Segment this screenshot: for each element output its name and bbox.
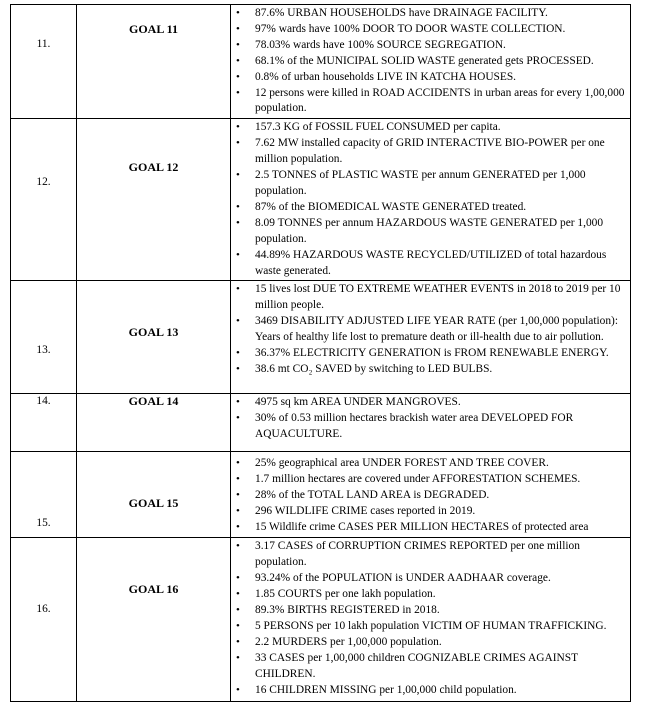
- list-item: • 78.03% wards have 100% SOURCE SEGREGATION.: [255, 38, 626, 54]
- goal-title: GOAL 15: [128, 496, 179, 511]
- list-item: • 8.09 TONNES per annum HAZARDOUS WASTE GENERATED per 1,000 population.: [255, 216, 626, 248]
- list-item: • 44.89% HAZARDOUS WASTE RECYCLED/UTILIZED of total hazardous waste generated.: [255, 248, 626, 280]
- row-number-cell: [11, 452, 77, 538]
- list-item: • 89.3% BIRTHS REGISTERED in 2018.: [255, 603, 626, 619]
- indicator-list: [231, 394, 630, 444]
- indicator-list: [231, 538, 630, 699]
- list-item: • 15 lives lost DUE TO EXTREME WEATHER EVENTS in 2018 to 2019 per 10 million people.: [255, 282, 626, 314]
- row-number-cell: [11, 281, 77, 394]
- table-row-goal-16: [11, 538, 631, 702]
- list-item: • 2.5 TONNES of PLASTIC WASTE per annum GENERATED per 1,000 population.: [255, 168, 626, 200]
- list-item: • 1.7 million hectares are covered under AFFORESTATION SCHEMES.: [255, 472, 626, 488]
- row-number-cell: [11, 538, 77, 702]
- indicator-cell: [231, 394, 631, 452]
- table-row-goal-13: [11, 281, 631, 394]
- indicator-cell: [231, 5, 631, 119]
- list-item: • 5 PERSONS per 10 lakh population VICTIM OF HUMAN TRAFFICKING.: [255, 619, 626, 635]
- indicator-list: [231, 281, 630, 378]
- goal-cell: [77, 119, 231, 281]
- list-item: • 87.6% URBAN HOUSEHOLDS have DRAINAGE FACILITY.: [255, 6, 626, 22]
- indicator-list: [231, 5, 630, 118]
- list-item: • 0.8% of urban households LIVE IN KATCHA HOUSES.: [255, 70, 626, 86]
- list-item: • 4975 sq km AREA UNDER MANGROVES.: [255, 395, 626, 411]
- row-number-cell: [11, 5, 77, 119]
- list-item: • 36.37% ELECTRICITY GENERATION is FROM RENEWABLE ENERGY.: [255, 346, 626, 362]
- list-item: • 157.3 KG of FOSSIL FUEL CONSUMED per capita.: [255, 120, 626, 136]
- table-row-goal-12: [11, 119, 631, 281]
- indicator-list: [231, 119, 630, 280]
- list-item: • 2.2 MURDERS per 1,00,000 population.: [255, 635, 626, 651]
- indicator-cell: [231, 281, 631, 394]
- list-item: • 97% wards have 100% DOOR TO DOOR WASTE COLLECTION.: [255, 22, 626, 38]
- table-row-goal-15: [11, 452, 631, 538]
- goal-title: GOAL 14: [128, 394, 179, 409]
- row-number: 16.: [36, 603, 51, 616]
- goal-title: GOAL 13: [128, 325, 179, 340]
- table-row-goal-11: [11, 5, 631, 119]
- goal-cell: [77, 5, 231, 119]
- goal-cell: [77, 538, 231, 702]
- list-item: • 12 persons were killed in ROAD ACCIDENTS in urban areas for every 1,00,000 population.: [255, 86, 626, 118]
- goal-cell: [77, 394, 231, 452]
- row-number: 11.: [36, 38, 51, 50]
- list-item: • 296 WILDLIFE CRIME cases reported in 2019.: [255, 504, 626, 520]
- list-item: • 38.6 mt CO₂ SAVED by switching to LED BULBS.: [255, 362, 626, 378]
- goal-cell: [77, 452, 231, 538]
- list-item: • 87% of the BIOMEDICAL WASTE GENERATED treated.: [255, 200, 626, 216]
- row-number: 14.: [36, 395, 51, 408]
- indicator-list: [231, 452, 630, 537]
- goal-title: GOAL 12: [128, 160, 179, 175]
- list-item: • 7.62 MW installed capacity of GRID INTERACTIVE BIO-POWER per one million population.: [255, 136, 626, 168]
- list-item: • 93.24% of the POPULATION is UNDER AADHAAR coverage.: [255, 571, 626, 587]
- table-row-goal-14: [11, 394, 631, 452]
- row-number: 12.: [36, 176, 51, 189]
- goal-cell: [77, 281, 231, 394]
- list-item: • 68.1% of the MUNICIPAL SOLID WASTE generated gets PROCESSED.: [255, 54, 626, 70]
- list-item: • 15 Wildlife crime CASES PER MILLION HECTARES of protected area: [255, 520, 626, 536]
- row-number-cell: [11, 394, 77, 452]
- sdg-goals-table: [10, 4, 631, 702]
- list-item: • 1.85 COURTS per one lakh population.: [255, 587, 626, 603]
- row-number-cell: [11, 119, 77, 281]
- list-item: • 3.17 CASES of CORRUPTION CRIMES REPORTED per one million population.: [255, 539, 626, 571]
- indicator-cell: [231, 538, 631, 702]
- goal-title: GOAL 11: [128, 22, 178, 36]
- list-item: • 33 CASES per 1,00,000 children COGNIZABLE CRIMES AGAINST CHILDREN.: [255, 651, 626, 683]
- row-number: 13.: [36, 344, 51, 357]
- row-number: 15.: [36, 517, 51, 530]
- list-item: • 28% of the TOTAL LAND AREA is DEGRADED.: [255, 488, 626, 504]
- list-item: • 3469 DISABILITY ADJUSTED LIFE YEAR RATE (per 1,00,000 population): Years of healthy life lost to premature death or ill-health due to air pollution.: [255, 314, 626, 346]
- indicator-cell: [231, 119, 631, 281]
- list-item: • 30% of 0.53 million hectares brackish water area DEVELOPED FOR AQUACULTURE.: [255, 411, 626, 443]
- goal-title: GOAL 16: [128, 582, 179, 597]
- list-item: • 25% geographical area UNDER FOREST AND TREE COVER.: [255, 456, 626, 472]
- list-item: • 16 CHILDREN MISSING per 1,00,000 child population.: [255, 683, 626, 699]
- indicator-cell: [231, 452, 631, 538]
